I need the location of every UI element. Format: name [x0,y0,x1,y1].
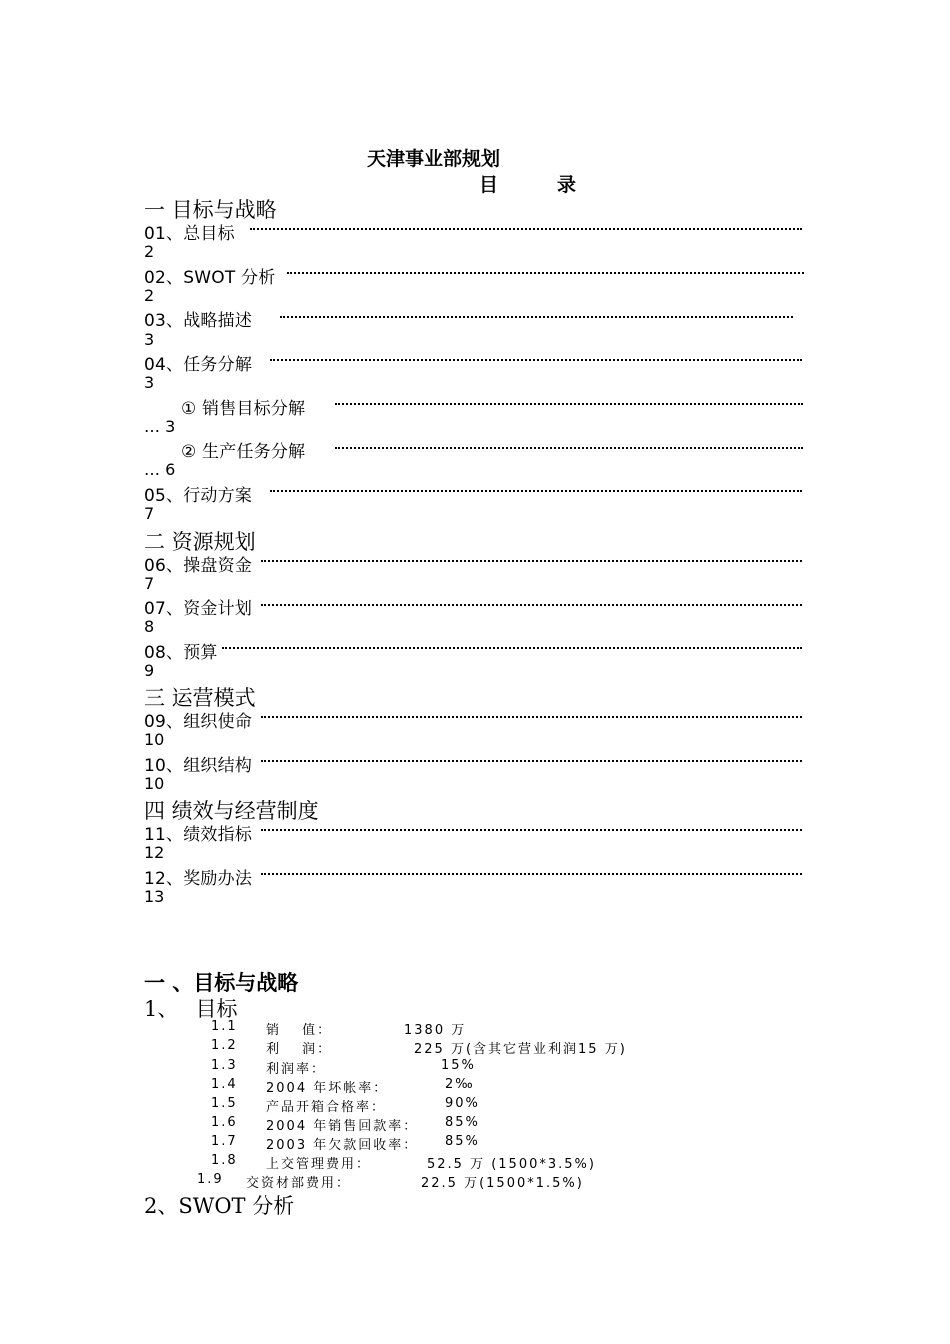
toc-leader-dots [261,760,802,762]
target-label: 2003 年欠款回收率： [266,1138,419,1153]
section-heading: 一 、目标与战略 [144,971,299,995]
toc-leader-dots [261,604,802,606]
toc-entry-label[interactable]: 01、总目标 [144,224,235,244]
toc-entry-page: 7 [144,574,155,593]
target-label: 利 润： [266,1042,333,1057]
toc-entry-label[interactable]: 08、预算 [144,643,218,663]
target-value: 22.5 万(1500*1.5%) [421,1176,584,1191]
toc-leader-dots [335,403,803,405]
document-title: 天津事业部规划 [367,148,501,170]
toc-entry-label[interactable]: 02、SWOT 分析 [144,268,276,288]
toc-entry-page: 10 [144,774,165,793]
toc-entry-label[interactable]: 07、资金计划 [144,599,253,619]
target-label: 产品开箱合格率： [266,1100,387,1115]
toc-leader-dots [261,873,802,875]
toc-entry-label[interactable]: ② 生产任务分解 [181,442,306,462]
toc-entry-page: … 6 [144,460,176,479]
target-value: 85% [445,1115,480,1130]
subsection-heading-targets: 1、 目标 [144,997,238,1021]
toc-leader-dots [261,716,802,718]
target-value: 1380 万 [404,1023,467,1038]
toc-leader-dots [270,359,802,361]
target-label: 上交管理费用： [266,1157,372,1172]
target-number: 1.4 [211,1077,238,1092]
target-number: 1.8 [211,1153,238,1168]
target-value: 225 万(含其它营业利润15 万) [414,1042,627,1057]
target-label: 销 值： [266,1023,333,1038]
target-number: 1.3 [211,1058,238,1073]
toc-entry-page: 3 [144,330,155,349]
toc-entry-page: 13 [144,887,165,906]
target-number: 1.5 [211,1096,238,1111]
target-number: 1.9 [197,1172,224,1187]
toc-leader-dots [287,272,804,274]
target-label: 2004 年坏帐率： [266,1081,389,1096]
target-label: 交资材部费用： [246,1176,352,1191]
toc-leader-dots [270,490,802,492]
toc-title-lu: 录 [557,174,577,196]
target-value: 15% [441,1058,476,1073]
toc-entry-page: 10 [144,730,165,749]
target-number: 1.6 [211,1115,238,1130]
toc-leader-dots [335,447,803,449]
target-number: 1.7 [211,1134,238,1149]
toc-entry-page: 3 [144,373,155,392]
toc-entry-label[interactable]: 11、绩效指标 [144,825,253,845]
toc-entry-label[interactable]: 06、操盘资金 [144,556,253,576]
target-value: 85% [445,1134,480,1149]
toc-leader-dots [261,560,802,562]
toc-entry-label[interactable]: 04、任务分解 [144,355,253,375]
toc-section-2: 二 资源规划 [144,530,256,554]
toc-leader-dots [280,316,793,318]
toc-leader-dots [250,228,802,230]
toc-entry-label[interactable]: 05、行动方案 [144,486,253,506]
toc-entry-label[interactable]: ① 销售目标分解 [181,399,306,419]
toc-section-4: 四 绩效与经营制度 [144,799,319,823]
toc-entry-label[interactable]: 03、战略描述 [144,311,253,331]
toc-entry-label[interactable]: 10、组织结构 [144,756,253,776]
toc-section-3: 三 运营模式 [144,686,256,710]
toc-entry-page: 12 [144,843,165,862]
target-label: 2004 年销售回款率： [266,1119,419,1134]
toc-entry-label[interactable]: 12、奖励办法 [144,869,253,889]
toc-leader-dots [261,829,802,831]
toc-entry-page: 9 [144,661,155,680]
toc-entry-label[interactable]: 09、组织使命 [144,712,253,732]
target-value: 2‰ [445,1077,475,1092]
toc-entry-page: … 3 [144,417,176,436]
toc-leader-dots [222,647,802,649]
target-number: 1.1 [211,1019,238,1034]
toc-entry-page: 2 [144,286,155,305]
toc-entry-page: 2 [144,242,155,261]
toc-section-1: 一 目标与战略 [144,198,277,222]
target-value: 90% [445,1096,480,1111]
subsection-heading-swot: 2、SWOT 分析 [144,1194,295,1218]
toc-title-mu: 目 [479,174,499,196]
toc-entry-page: 8 [144,617,155,636]
target-label: 利润率： [266,1062,327,1077]
toc-entry-page: 7 [144,504,155,523]
target-value: 52.5 万 (1500*3.5%) [427,1157,596,1172]
target-number: 1.2 [211,1038,238,1053]
